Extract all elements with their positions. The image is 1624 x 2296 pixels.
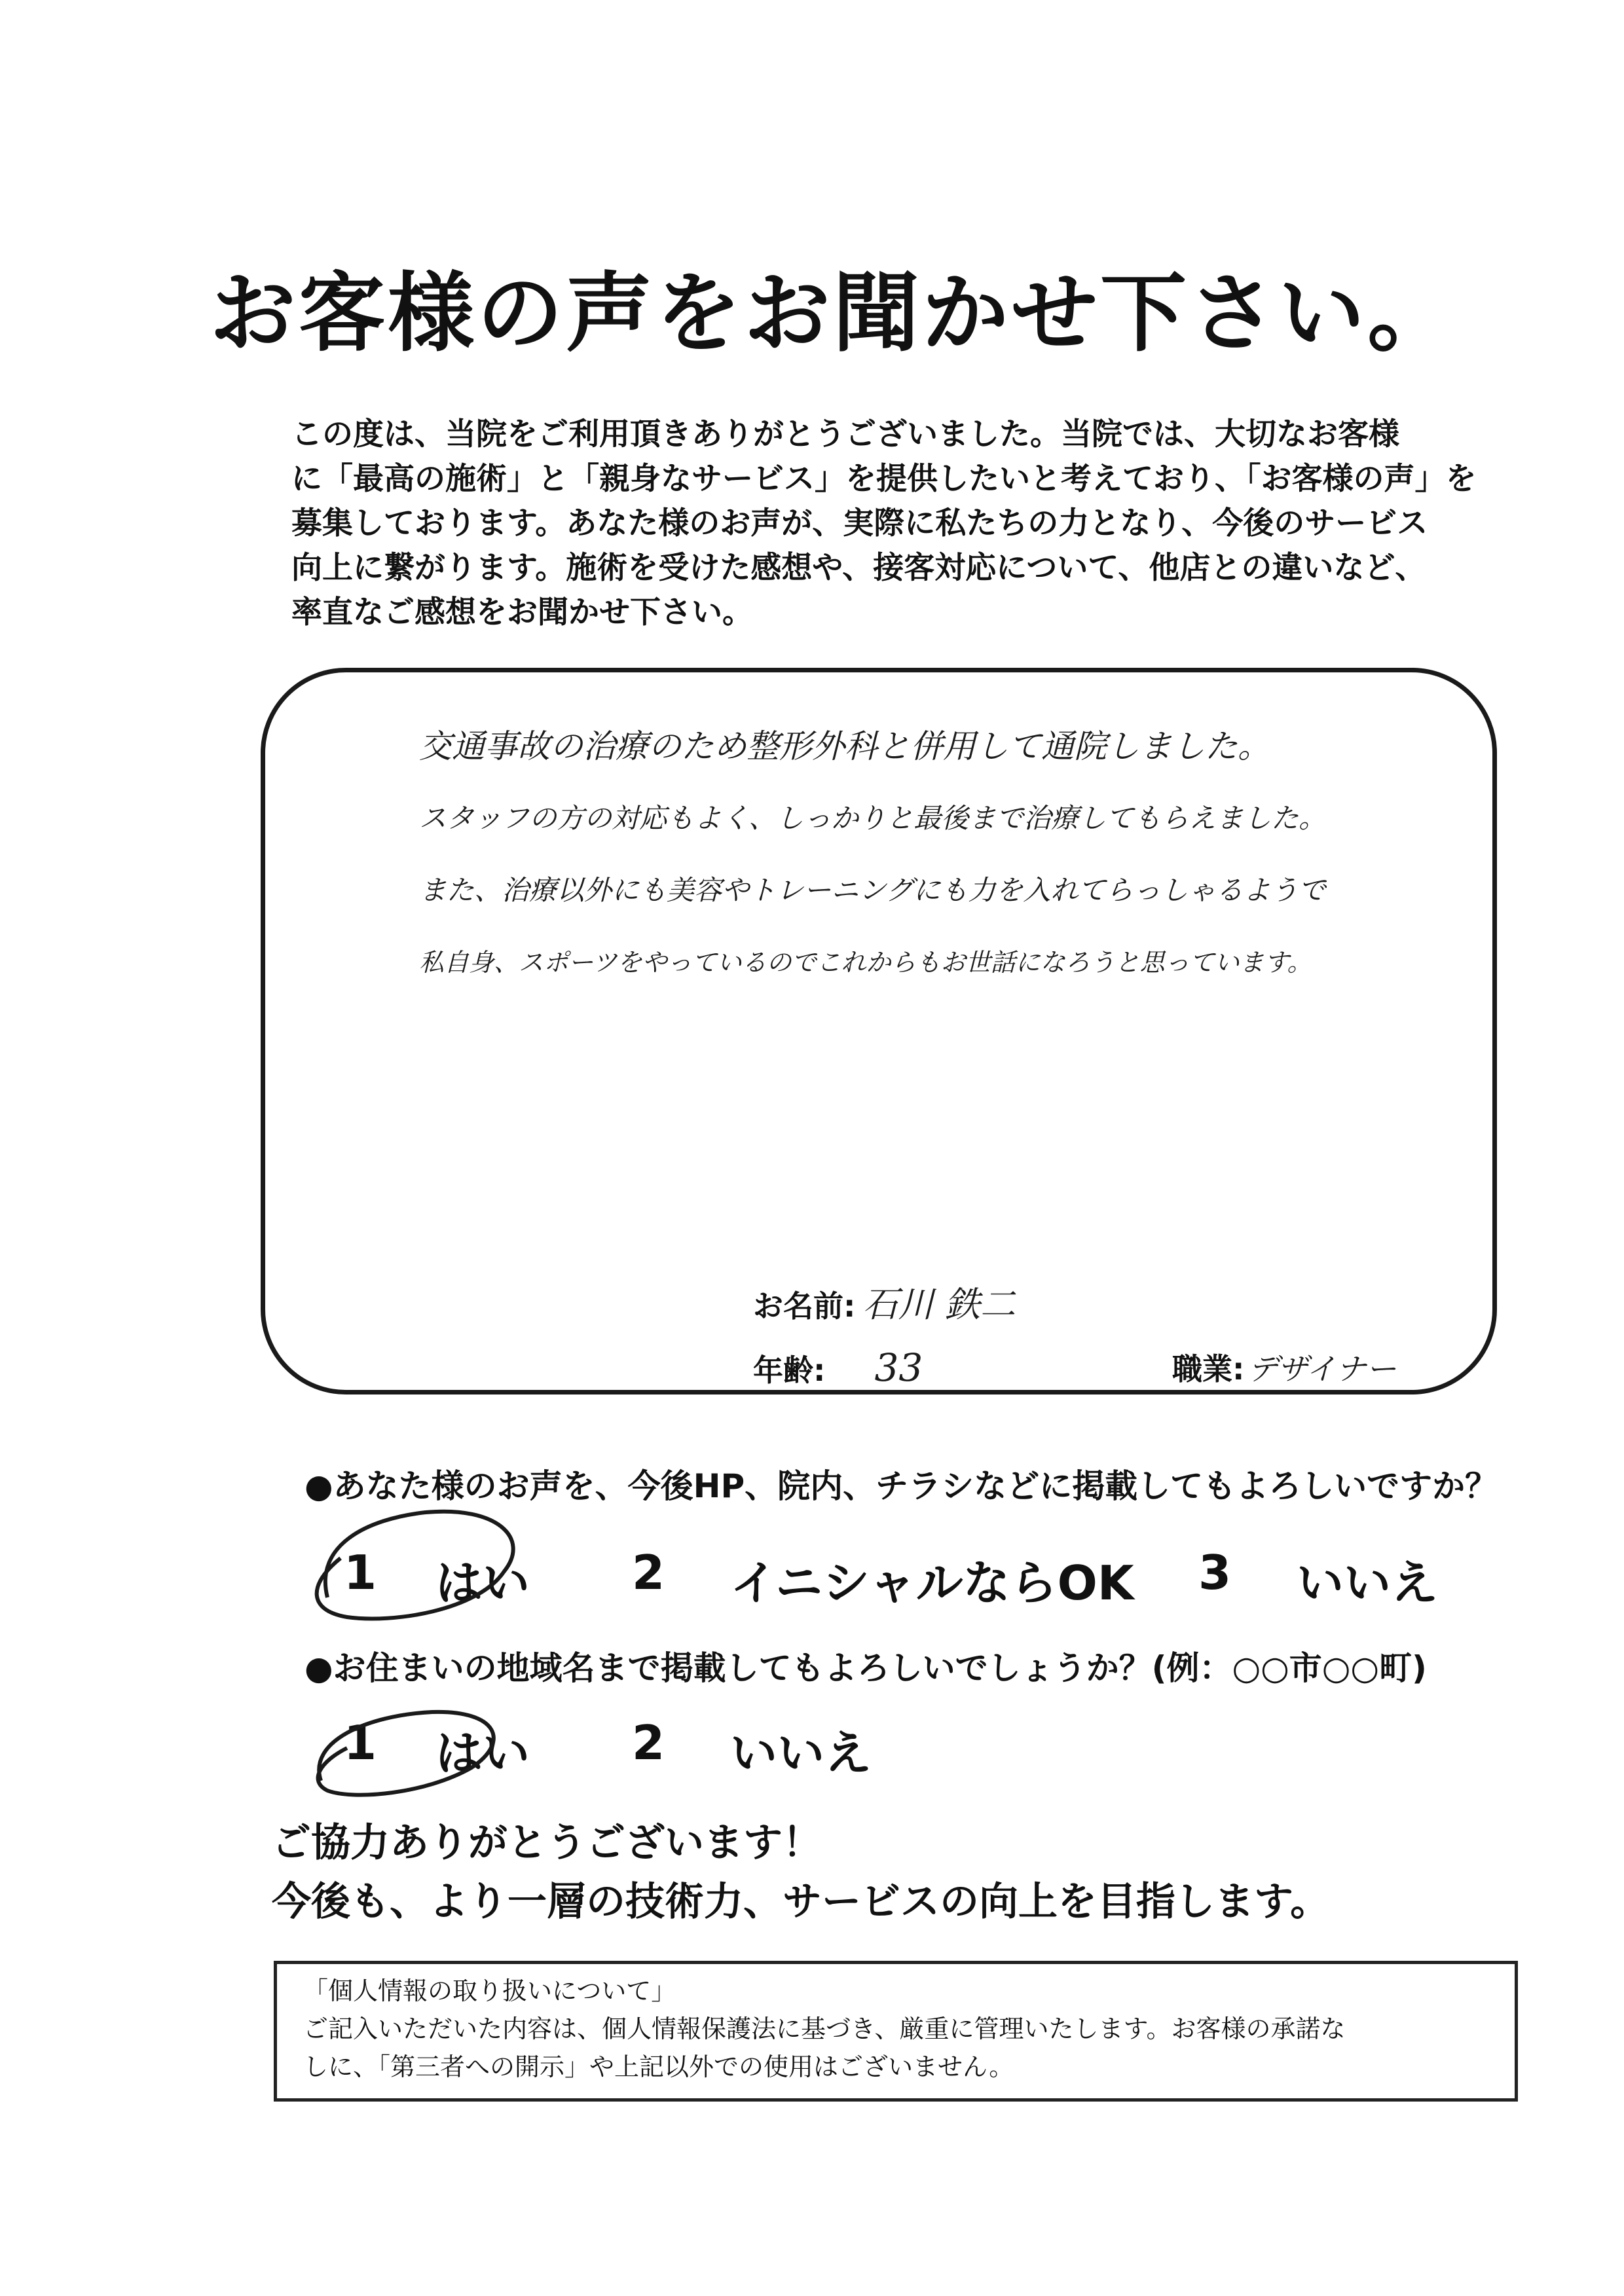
thanks-message [272, 1813, 1329, 1931]
q1-option-3-label[interactable]: いいえ [1297, 1556, 1439, 1611]
age-value: 33 [874, 1345, 923, 1390]
q1-option-1-number[interactable]: 1 [344, 1545, 377, 1600]
q2-option-2-number[interactable]: 2 [632, 1715, 665, 1770]
q1-option-3-number[interactable]: 3 [1198, 1545, 1232, 1600]
job-label: 職業: [1172, 1351, 1245, 1387]
comment-line: また、治療以外にも美容やトレーニングにも力を入れてらっしゃるようで [419, 874, 1326, 906]
job-value: デザイナー [1247, 1351, 1397, 1387]
q2-option-2-label[interactable]: いいえ [730, 1726, 872, 1781]
age-label: 年齢: [753, 1353, 826, 1388]
intro-line: 募集しております。あなた様のお声が、実際に私たちの力となり、今後のサービス [291, 505, 1428, 541]
name-label: お名前: [753, 1288, 856, 1324]
comment-line: 私自身、スポーツをやっているのでこれからもお世話になろうと思っています。 [419, 948, 1312, 977]
q2-option-1-number[interactable]: 1 [344, 1715, 377, 1770]
intro-line: この度は、当院をご利用頂きありがとうございました。当院では、大切なお客様 [291, 416, 1399, 452]
intro-line: 率直なご感想をお聞かせ下さい。 [291, 594, 753, 630]
comment-line: スタッフの方の対応もよく、しっかりと最後まで治療してもらえました。 [419, 802, 1327, 834]
q2-selected-circle [318, 1712, 494, 1795]
intro-line: 向上に繋がります。施術を受けた感想や、接客対応について、他店との違いなど、 [291, 550, 1426, 586]
q1-option-1-label[interactable]: はい [435, 1556, 530, 1611]
privacy-heading: 「個人情報の取り扱いについて」 [303, 1977, 676, 2005]
intro-line: に「最高の施術」と「親身なサービス」を提供したいと考えており、「お客様の声」を [291, 461, 1477, 497]
q1-option-2-number[interactable]: 2 [632, 1545, 665, 1600]
page-title: お客様の声をお聞かせ下さい。 [210, 263, 1456, 364]
privacy-line-2: しに、「第三者への開示」や上記以外での使用はございません。 [303, 2052, 1014, 2081]
name-value: 石川 鉄二 [862, 1284, 1016, 1325]
q1-option-2-label[interactable]: イニシャルならOK [730, 1556, 1134, 1611]
privacy-line-1: ご記入いただいた内容は、個人情報保護法に基づき、厳重に管理いたします。お客様の承諾な [303, 2014, 1346, 2043]
q2-option-1-label[interactable]: はい [435, 1726, 530, 1781]
privacy-notice [274, 1961, 1518, 2102]
thanks-line-1: ご協力ありがとうございます！ [272, 1820, 822, 1866]
q1-selected-circle [317, 1512, 513, 1619]
question-2: ●お住まいの地域名まで掲載してもよろしいでしょうか？(例：○○市○○町) [304, 1649, 1427, 1687]
comment-line: 交通事故の治療のため整形外科と併用して通院しました。 [419, 727, 1270, 765]
thanks-line-2: 今後も、より一層の技術力、サービスの向上を目指します。 [272, 1879, 1330, 1925]
question-1: ●あなた様のお声を、今後HP、院内、チラシなどに掲載してもよろしいですか？ [304, 1467, 1498, 1505]
